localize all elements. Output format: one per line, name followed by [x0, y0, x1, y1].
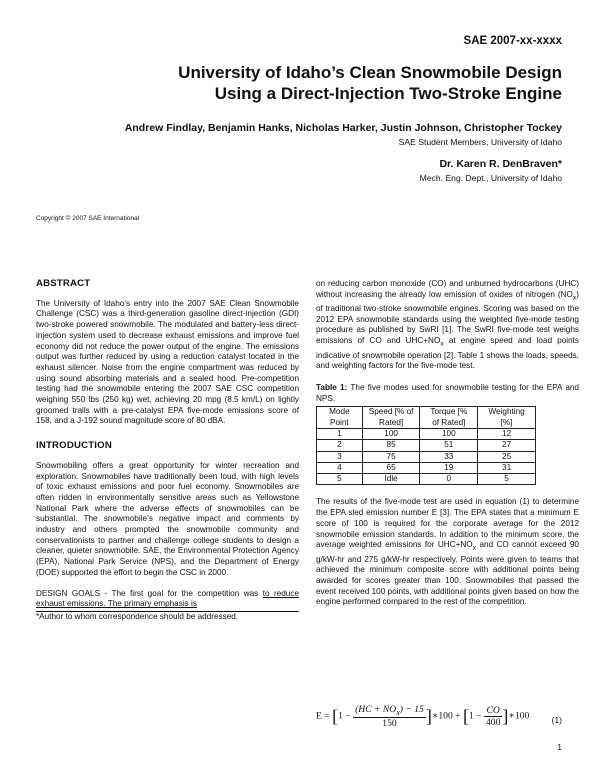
author-list: Andrew Findlay, Benjamin Hanks, Nicholas Harker, Justin Johnson, Christopher Tockey — [124, 122, 562, 134]
right-column — [316, 279, 579, 608]
equation-multiplier: ∗100 + — [431, 710, 461, 722]
nox-subscript: x — [572, 294, 577, 302]
table-cell: 3 — [317, 451, 363, 462]
bracket-open: [ — [462, 705, 469, 726]
abstract-heading: ABSTRACT — [36, 278, 91, 289]
bracket-open: [ — [332, 705, 339, 726]
advisor-name: Dr. Karen R. DenBraven* — [439, 158, 562, 170]
title-line-1: University of Idaho’s Clean Snowmobile Design — [178, 63, 562, 82]
equation-multiplier: ∗100 — [508, 710, 530, 722]
table-cell: 5 — [478, 474, 536, 485]
table-cell: 2 — [317, 440, 363, 451]
bracket-close: ] — [425, 705, 432, 726]
table-caption — [316, 383, 579, 404]
author-affiliation: SAE Student Members, University of Idaho — [398, 137, 562, 147]
header-torque: Torque [% of Rated] — [420, 407, 478, 429]
left-column — [36, 279, 299, 623]
corresponding-author-footnote: *Author to whom correspondence should be addressed. — [36, 611, 299, 623]
design-goals-text: DESIGN GOALS - The first goal for the competition was — [36, 588, 263, 598]
table-cell: 75 — [362, 451, 420, 462]
abstract-body: The University of Idaho’s entry into the 2007 SAE Clean Snowmobile Challenge (CSC) was a third-generation gasoline direct-injection (GDI) two-stroke powered snowmobile. The modulated and battery-less direct-injection system used to decrease exhaust emissions and improve fuel economy did not reduce the power output of the engine. The emissions output was further reduced by using a reduction catalyst located in the exhaust silencer. Noise from the engine compartment was reduced by using sound absorbing materials and a sealed hood. Pre-competition testing had the snowmobile entering the 2007 SAE CSC competition weighing 550 lbs (250 kg) wet, achieving 20 mpg (8.5 km/L) on lightly groomed trails with a pre-catalyst EPA five-mode emissions score of 158, and a J-192 sound magnitude score of 80 dBA. — [36, 298, 299, 426]
results-text-a: The results of the five-mode test are used in equation (1) to determine the EPA sled emission number E [3]. The EPA states that a minimum E score of 100 is required for the corporate average for the 2012 snowmobile emission standards. In addition to the minimum score, the average weighted emissions for UHC+NO — [316, 497, 579, 550]
results-text-b: and CO cannot exceed 90 g/kW-hr and 275 g/kW-hr respectively. Points were given to teams that achieved the minimum composite score with additional points being awarded for scores greater than 100. Snowmobiles that passed the event received 100 points, with additional points given based on how the engine performed compared to the rest of the competition. — [316, 540, 579, 607]
table-caption-label: Table 1: — [316, 382, 348, 392]
design-goals-emphasis: to reduce exhaust emissions. The primary emphasis is — [36, 588, 300, 609]
table-cell: 65 — [362, 462, 420, 473]
introduction-heading: INTRODUCTION — [36, 440, 112, 452]
table-cell: 100 — [420, 428, 478, 439]
equation-one-minus: 1 − — [468, 710, 482, 722]
table-cell: 5 — [317, 474, 363, 485]
table-header-row — [317, 407, 536, 429]
table-cell: 25 — [478, 451, 536, 462]
page-number: 1 — [557, 742, 562, 752]
table-row — [317, 474, 536, 485]
table-cell: 33 — [420, 451, 478, 462]
equation-number: (1) — [551, 715, 562, 725]
table-cell: 4 — [317, 462, 363, 473]
equation-fraction-co: $\frac{CO}{400}$ — [486, 704, 501, 728]
table-cell: 19 — [420, 462, 478, 473]
paper-code: SAE 2007-xx-xxxx — [463, 35, 562, 47]
header-speed: Speed [% of Rated] — [362, 407, 420, 429]
emissions-paragraph — [316, 279, 579, 372]
table-row — [317, 462, 536, 473]
title-line-2: Using a Direct-Injection Two-Stroke Engine — [214, 84, 562, 103]
header-weighting: Weighting [%] — [478, 407, 536, 429]
table-cell: 85 — [362, 440, 420, 451]
equation-one-minus: 1 − — [338, 710, 351, 722]
advisor-affiliation: Mech. Eng. Dept., University of Idaho — [419, 173, 562, 183]
table-row — [317, 440, 536, 451]
header-mode-point: Mode Point — [317, 407, 363, 429]
table-cell: Idle — [362, 474, 420, 485]
nox-subscript: x — [472, 544, 477, 552]
copyright-notice: Copyright © 2007 SAE International — [36, 215, 140, 222]
emissions-text-a: on reducing carbon monoxide (CO) and unburned hydrocarbons (UHC) without increasing the already low emission of oxides of nitrogen (NO — [316, 279, 579, 299]
nox-subscript: x — [440, 340, 444, 348]
table-row — [317, 451, 536, 462]
emissions-text-b: ) of traditional two-stroke snowmobile engines. Scoring was based on the 2012 EPA snowmobile standards using the weighted five-mode testing procedure as published by SwRI [1]. The SwRI five-mode test weighs emissions of CO and UHC+NO — [316, 289, 579, 346]
emission-equation — [316, 704, 566, 729]
results-paragraph — [316, 497, 579, 608]
table-cell: 100 — [362, 428, 420, 439]
paper-title — [102, 62, 562, 104]
table-caption-text: The five modes used for snowmobile testing for the EPA and NPS. — [316, 382, 579, 403]
table-cell: 27 — [478, 440, 536, 451]
table-cell: 1 — [317, 428, 363, 439]
table-cell: 51 — [420, 440, 478, 451]
table-cell: 31 — [478, 462, 536, 473]
emissions-text-c: at engine speed and load points indicative of snowmobile operation [2]. Table 1 shows the loads, speeds, and weighting factors for the five-mode test. — [316, 336, 579, 371]
table-row — [317, 428, 536, 439]
bracket-close: ] — [502, 705, 509, 726]
table-cell: 0 — [420, 474, 478, 485]
design-goals-paragraph — [36, 589, 299, 610]
table-cell: 12 — [478, 428, 536, 439]
introduction-body: Snowmobiling offers a great opportunity for winter recreation and exploration. Snowmobiles have traditionally been loud, with high levels of toxic exhaust emissions and poor fuel economy. Snowmobiles are often ridden in environmentally sensitive areas such as Yellowstone National Park where the adverse effects of snowmobiles can be substantial. The snowmobile’s negative impact and comments by industry and others prompted the snowmobile community and conservationists to partner and challenge college students to design a cleaner, quieter snowmobile. SAE, the Environmental Protection Agency (EPA), National Park Service (NPS), and the Department of Energy (DOE) supported the effort to begin the CSC in 2000. — [36, 460, 299, 577]
five-mode-table — [316, 406, 536, 485]
equation-lhs: E = — [316, 710, 333, 722]
equation-fraction-hc: $\frac{(HC + NO_x) - 15}{150}$ — [355, 704, 424, 729]
